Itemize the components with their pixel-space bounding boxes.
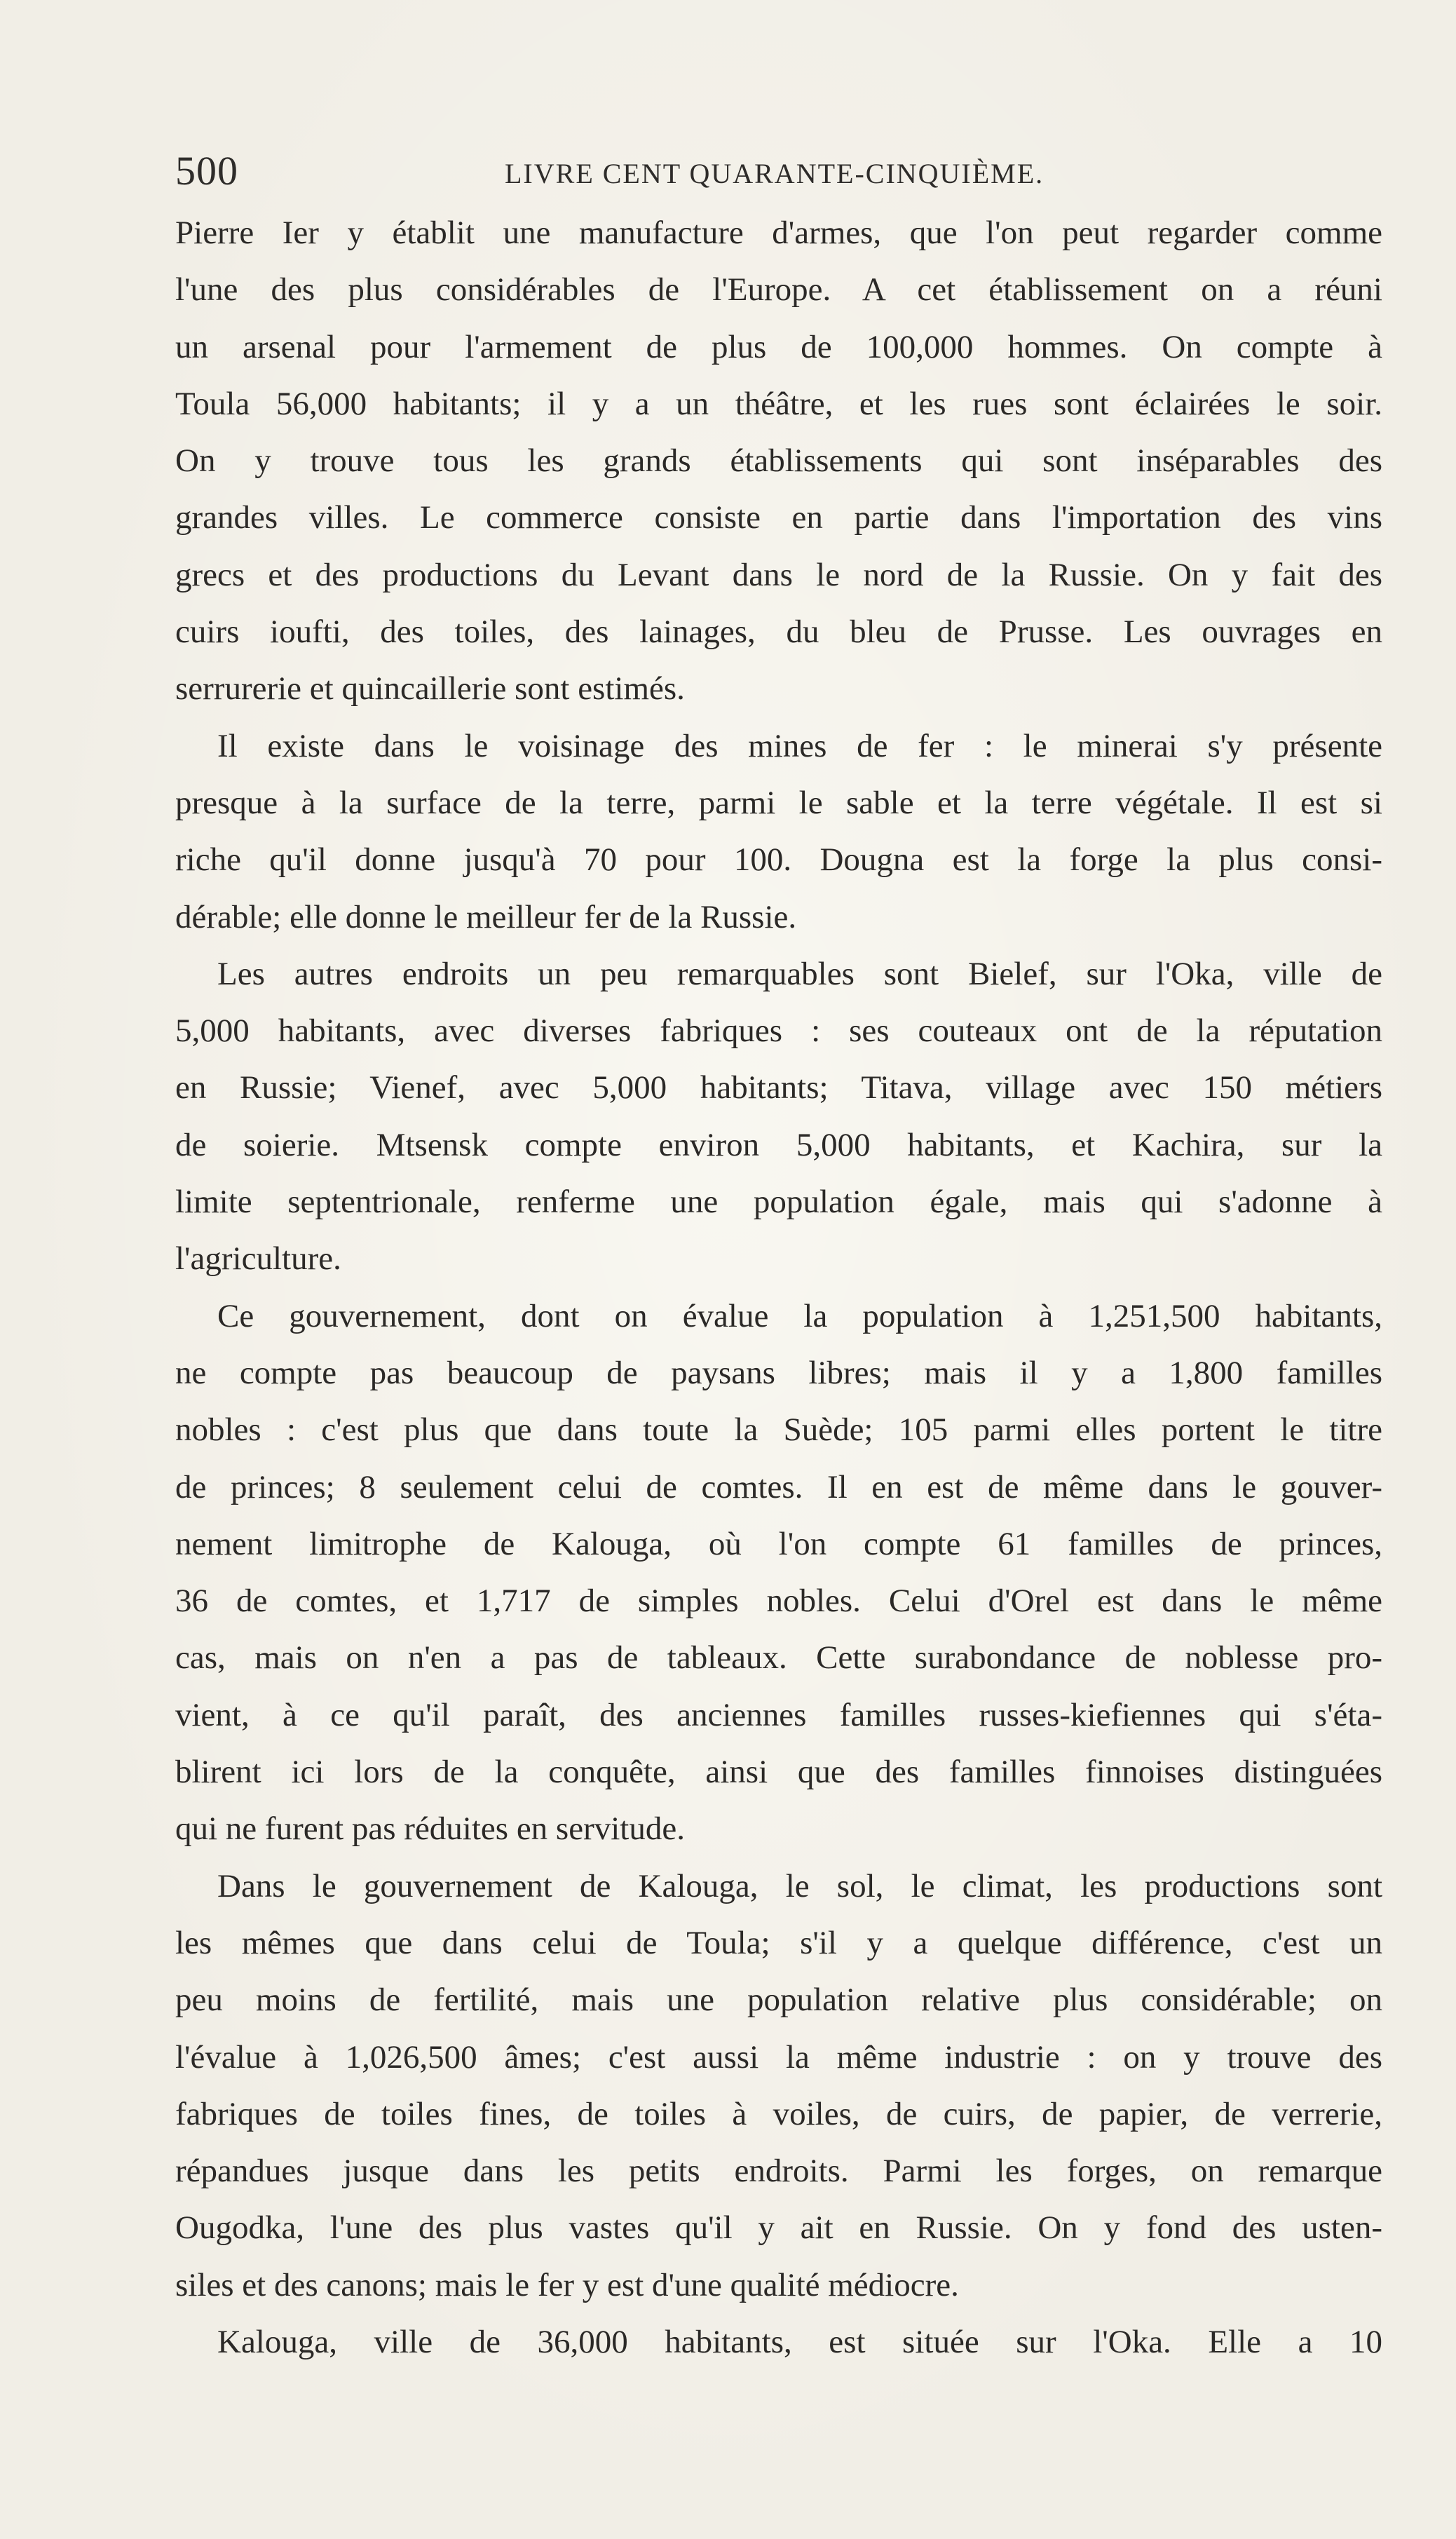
text-line: en Russie; Vienef, avec 5,000 habitants; Titava, village avec 150 métiers [175,1069,1382,1106]
text-line: serrurerie et quincaillerie sont estimés. [175,670,685,707]
text-line: On y trouve tous les grands établissements qui sont inséparables des [175,442,1382,480]
body-text [175,205,1382,2371]
text-line: 36 de comtes, et 1,717 de simples nobles. Celui d'Orel est dans le même [175,1583,1382,1620]
text-line: de princes; 8 seulement celui de comtes. Il en est de même dans le gouver- [175,1468,1382,1505]
text-line: limite septentrionale, renferme une population égale, mais qui s'adonne à [175,1184,1382,1221]
text-line: Pierre Ier y établit une manufacture d'armes, que l'on peut regarder comme [175,215,1382,251]
text-line: Toula 56,000 habitants; il y a un théâtre, et les rues sont éclairées le soir. [175,385,1382,422]
running-title: LIVRE CENT QUARANTE-CINQUIÈME. [505,158,1045,189]
text-line: répandues jusque dans les petits endroits. Parmi les forges, on remarque [175,2153,1382,2190]
text-line: l'évalue à 1,026,500 âmes; c'est aussi la même industrie : on y trouve des [175,2038,1382,2076]
text-line: Dans le gouvernement de Kalouga, le sol, le climat, les productions sont [217,1867,1382,1904]
text-line: ne compte pas beaucoup de paysans libres; mais il y a 1,800 familles [175,1354,1382,1391]
text-line: cuirs ioufti, des toiles, des lainages, du bleu de Prusse. Les ouvrages en [175,614,1382,651]
text-line: Les autres endroits un peu remarquables sont Bielef, sur l'Oka, ville de [217,955,1382,992]
text-line: siles et des canons; mais le fer y est d'une qualité médiocre. [175,2266,959,2303]
page-header [175,147,1381,196]
page-number: 500 [175,148,238,194]
text-line: Ce gouvernement, dont on évalue la population à 1,251,500 habitants, [217,1297,1382,1334]
text-line: nobles : c'est plus que dans toute la Suède; 105 parmi elles portent le titre [175,1411,1382,1449]
text-line: un arsenal pour l'armement de plus de 100,000 hommes. On compte à [175,328,1382,365]
text-line: l'une des plus considérables de l'Europe. A cet établissement on a réuni [175,271,1382,309]
text-line: presque à la surface de la terre, parmi le sable et la terre végétale. Il est si [175,784,1382,821]
text-line: Il existe dans le voisinage des mines de fer : le minerai s'y présente [217,727,1382,764]
text-line: grecs et des productions du Levant dans le nord de la Russie. On y fait des [175,556,1382,593]
text-line: peu moins de fertilité, mais une population relative plus considérable; on [175,1982,1382,2019]
text-line: de soierie. Mtsensk compte environ 5,000 habitants, et Kachira, sur la [175,1126,1382,1163]
text-line: riche qu'il donne jusqu'à 70 pour 100. Dougna est la forge la plus consi- [175,841,1382,879]
text-line: cas, mais on n'en a pas de tableaux. Cette surabondance de noblesse pro- [175,1639,1382,1677]
text-line: grandes villes. Le commerce consiste en partie dans l'importation des vins [175,499,1382,536]
text-line: Kalouga, ville de 36,000 habitants, est située sur l'Oka. Elle a 10 [217,2323,1382,2360]
text-line: Ougodka, l'une des plus vastes qu'il y ait en Russie. On y fond des usten- [175,2209,1382,2247]
text-line: dérable; elle donne le meilleur fer de la Russie. [175,898,797,935]
text-line: les mêmes que dans celui de Toula; s'il y a quelque différence, c'est un [175,1924,1382,1961]
text-line: qui ne furent pas réduites en servitude. [175,1810,685,1848]
text-line: nement limitrophe de Kalouga, où l'on compte 61 familles de princes, [175,1525,1382,1562]
text-line: vient, à ce qu'il paraît, des anciennes familles russes-kiefiennes qui s'éta- [175,1696,1382,1733]
text-line: l'agriculture. [175,1240,341,1278]
text-line: 5,000 habitants, avec diverses fabriques : ses couteaux ont de la réputation [175,1013,1382,1050]
text-line: fabriques de toiles fines, de toiles à voiles, de cuirs, de papier, de verrerie, [175,2095,1382,2132]
text-line: blirent ici lors de la conquête, ainsi que des familles finnoises distinguées [175,1754,1382,1791]
